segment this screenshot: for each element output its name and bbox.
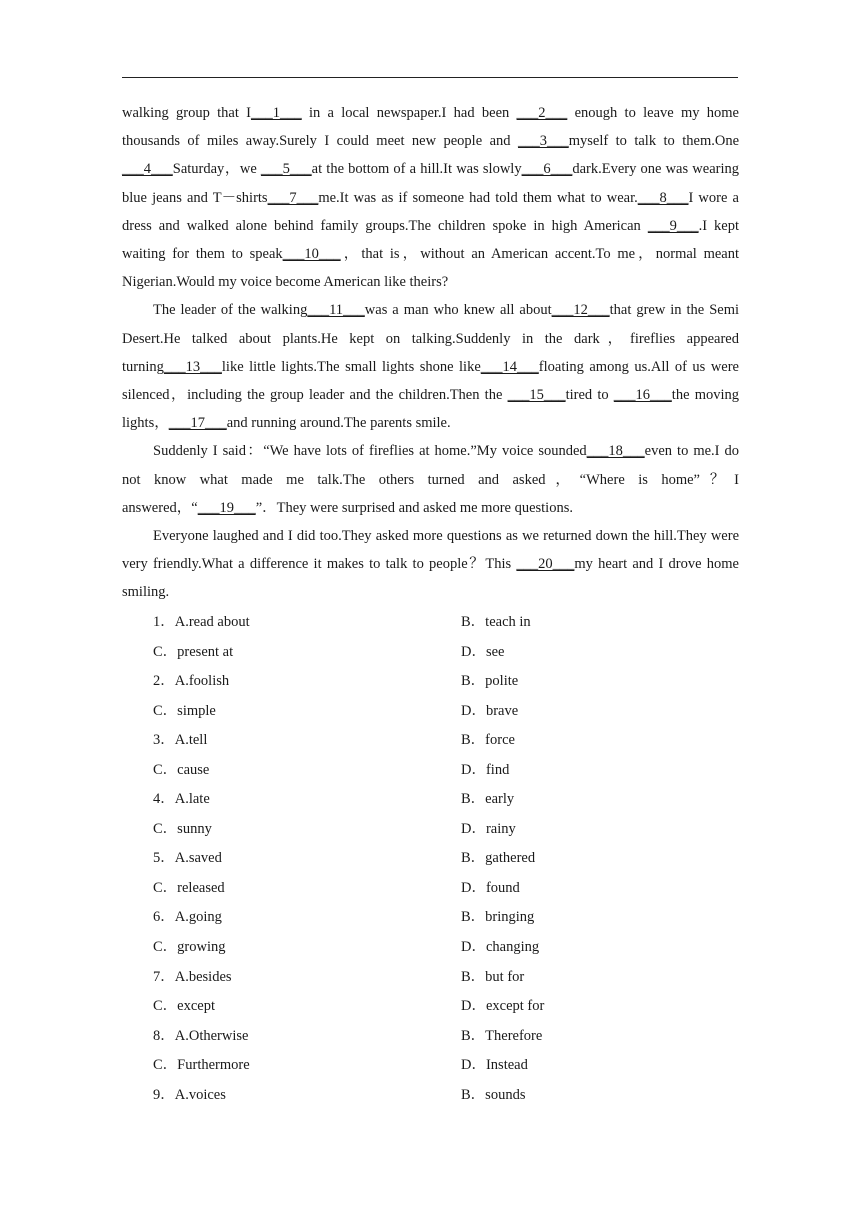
option-row — [153, 963, 739, 993]
passage-text: even to me.I do not know what made me talk.The others turned and asked，“Where is home”？I answered，“ — [122, 443, 739, 516]
blank-number: ___14___ — [480, 358, 539, 375]
cloze-passage — [122, 99, 739, 607]
option-row — [153, 815, 739, 845]
option-right: B．Therefore — [461, 1027, 543, 1044]
option-row — [153, 697, 739, 727]
blank-number: ___16___ — [613, 387, 672, 404]
option-left: 8．A.Otherwise — [153, 1027, 249, 1044]
answer-options — [153, 608, 739, 1110]
header-rule — [122, 77, 738, 78]
option-row — [153, 992, 739, 1022]
option-row — [153, 756, 739, 786]
passage-text: I wore a dress and walked alone behind family groups.The children spoke in high American — [122, 189, 739, 234]
passage-text: ”．They were surprised and asked me more questions. — [255, 499, 573, 516]
blank-number: ___12___ — [551, 302, 610, 319]
option-right: D．see — [461, 643, 505, 660]
blank-number: ___17___ — [168, 415, 227, 432]
option-left: C．Furthermore — [153, 1057, 250, 1074]
option-left: C．except — [153, 998, 216, 1015]
passage-text: walking group that I — [122, 105, 251, 121]
passage-text: Suddenly I said：“We have lots of fireflies at home.”My voice sounded — [153, 443, 587, 460]
passage-text: myself to talk to them.One — [568, 133, 740, 150]
option-row — [153, 1081, 739, 1111]
option-row — [153, 903, 739, 933]
option-left: C．simple — [153, 702, 216, 719]
passage-paragraph — [122, 99, 739, 296]
option-left: C．sunny — [153, 820, 212, 837]
option-right: D．find — [461, 761, 510, 778]
passage-text: like little lights.The small lights shone like — [221, 358, 481, 375]
blank-number: ___19___ — [197, 499, 256, 516]
blank-number: ___1___ — [250, 105, 302, 121]
passage-text: in a local newspaper.I had been — [301, 105, 517, 121]
passage-text: ，that is，without an American accent.To me，normal meant Nigerian.Would my voice become American like theirs? — [122, 246, 740, 291]
blank-number: ___7___ — [267, 189, 319, 206]
option-right: B．early — [461, 791, 515, 808]
option-left: C．cause — [153, 761, 210, 778]
option-right: B．sounds — [461, 1086, 526, 1103]
passage-text: Everyone laughed and I did too.They asked more questions as we returned down the hill.They were very friendly.What a difference it makes to talk to people？This — [122, 528, 739, 573]
blank-number: ___6___ — [521, 161, 573, 178]
option-left: 7．A.besides — [153, 968, 232, 985]
option-row — [153, 933, 739, 963]
option-right: B．teach in — [461, 614, 531, 630]
option-row — [153, 667, 739, 697]
passage-text: was a man who knew all about — [364, 302, 552, 319]
option-right: D．changing — [461, 939, 540, 956]
blank-number: ___10___ — [282, 246, 341, 263]
option-right: B．gathered — [461, 850, 536, 867]
option-row — [153, 608, 739, 638]
blank-number: ___9___ — [647, 217, 699, 234]
option-row — [153, 874, 739, 904]
option-left: 6．A.going — [153, 909, 222, 926]
option-left: C．released — [153, 879, 225, 896]
option-left: 2．A.foolish — [153, 673, 230, 690]
blank-number: ___4___ — [122, 161, 173, 178]
option-row — [153, 1051, 739, 1081]
option-right: D．found — [461, 879, 520, 896]
passage-text: dark.Every one was wearing blue jeans and T－shirts — [122, 161, 739, 206]
option-right: B．but for — [461, 968, 525, 985]
option-left: C．growing — [153, 939, 226, 956]
blank-number: ___11___ — [307, 302, 365, 319]
passage-text: the moving lights， — [122, 387, 739, 432]
passage-text: enough to leave my home thousands of miles away.Surely I could meet new people and — [122, 105, 739, 150]
passage-text: tired to — [565, 387, 614, 404]
passage-paragraph — [122, 437, 739, 522]
passage-text: my heart and I drove home smiling. — [122, 556, 739, 601]
option-left: 4．A.late — [153, 791, 210, 808]
option-right: B．polite — [461, 673, 519, 690]
passage-text: that grew in the Semi Desert.He talked about plants.He kept on talking.Suddenly in the dark，fireflies appeared turning — [122, 302, 740, 375]
option-left: 3．A.tell — [153, 732, 208, 749]
passage-paragraph — [122, 296, 739, 437]
blank-number: ___3___ — [517, 133, 569, 150]
passage-text: The leader of the walking — [153, 302, 308, 319]
passage-text: at the bottom of a hill.It was slowly — [311, 161, 522, 178]
option-left: 1．A.read about — [153, 614, 250, 630]
blank-number: ___5___ — [260, 161, 312, 178]
blank-number: ___18___ — [586, 443, 645, 460]
option-left: C．present at — [153, 643, 234, 660]
option-row — [153, 844, 739, 874]
option-right: B．bringing — [461, 909, 535, 926]
option-row — [153, 1022, 739, 1052]
passage-text: Saturday，we — [172, 161, 261, 178]
blank-number: ___15___ — [507, 387, 566, 404]
passage-text: and running around.The parents smile. — [226, 415, 451, 432]
blank-number: ___8___ — [637, 189, 689, 206]
option-left: 5．A.saved — [153, 850, 222, 867]
blank-number: ___13___ — [163, 358, 222, 375]
passage-text: me.It was as if someone had told them what to wear. — [318, 189, 638, 206]
passage-text: floating among us.All of us were silenced，including the group leader and the children.Then the — [122, 358, 739, 404]
option-left: 9．A.voices — [153, 1086, 226, 1103]
option-row — [153, 726, 739, 756]
blank-number: ___20___ — [516, 556, 575, 573]
option-right: D．brave — [461, 702, 519, 719]
blank-number: ___2___ — [516, 105, 568, 121]
option-right: D．except for — [461, 998, 545, 1015]
option-right: D．rainy — [461, 820, 516, 837]
option-row — [153, 785, 739, 815]
passage-text: .I kept waiting for them to speak — [122, 217, 739, 263]
option-right: D．Instead — [461, 1057, 528, 1074]
option-right: B．force — [461, 732, 515, 749]
option-row — [153, 638, 739, 668]
passage-paragraph — [122, 522, 739, 607]
